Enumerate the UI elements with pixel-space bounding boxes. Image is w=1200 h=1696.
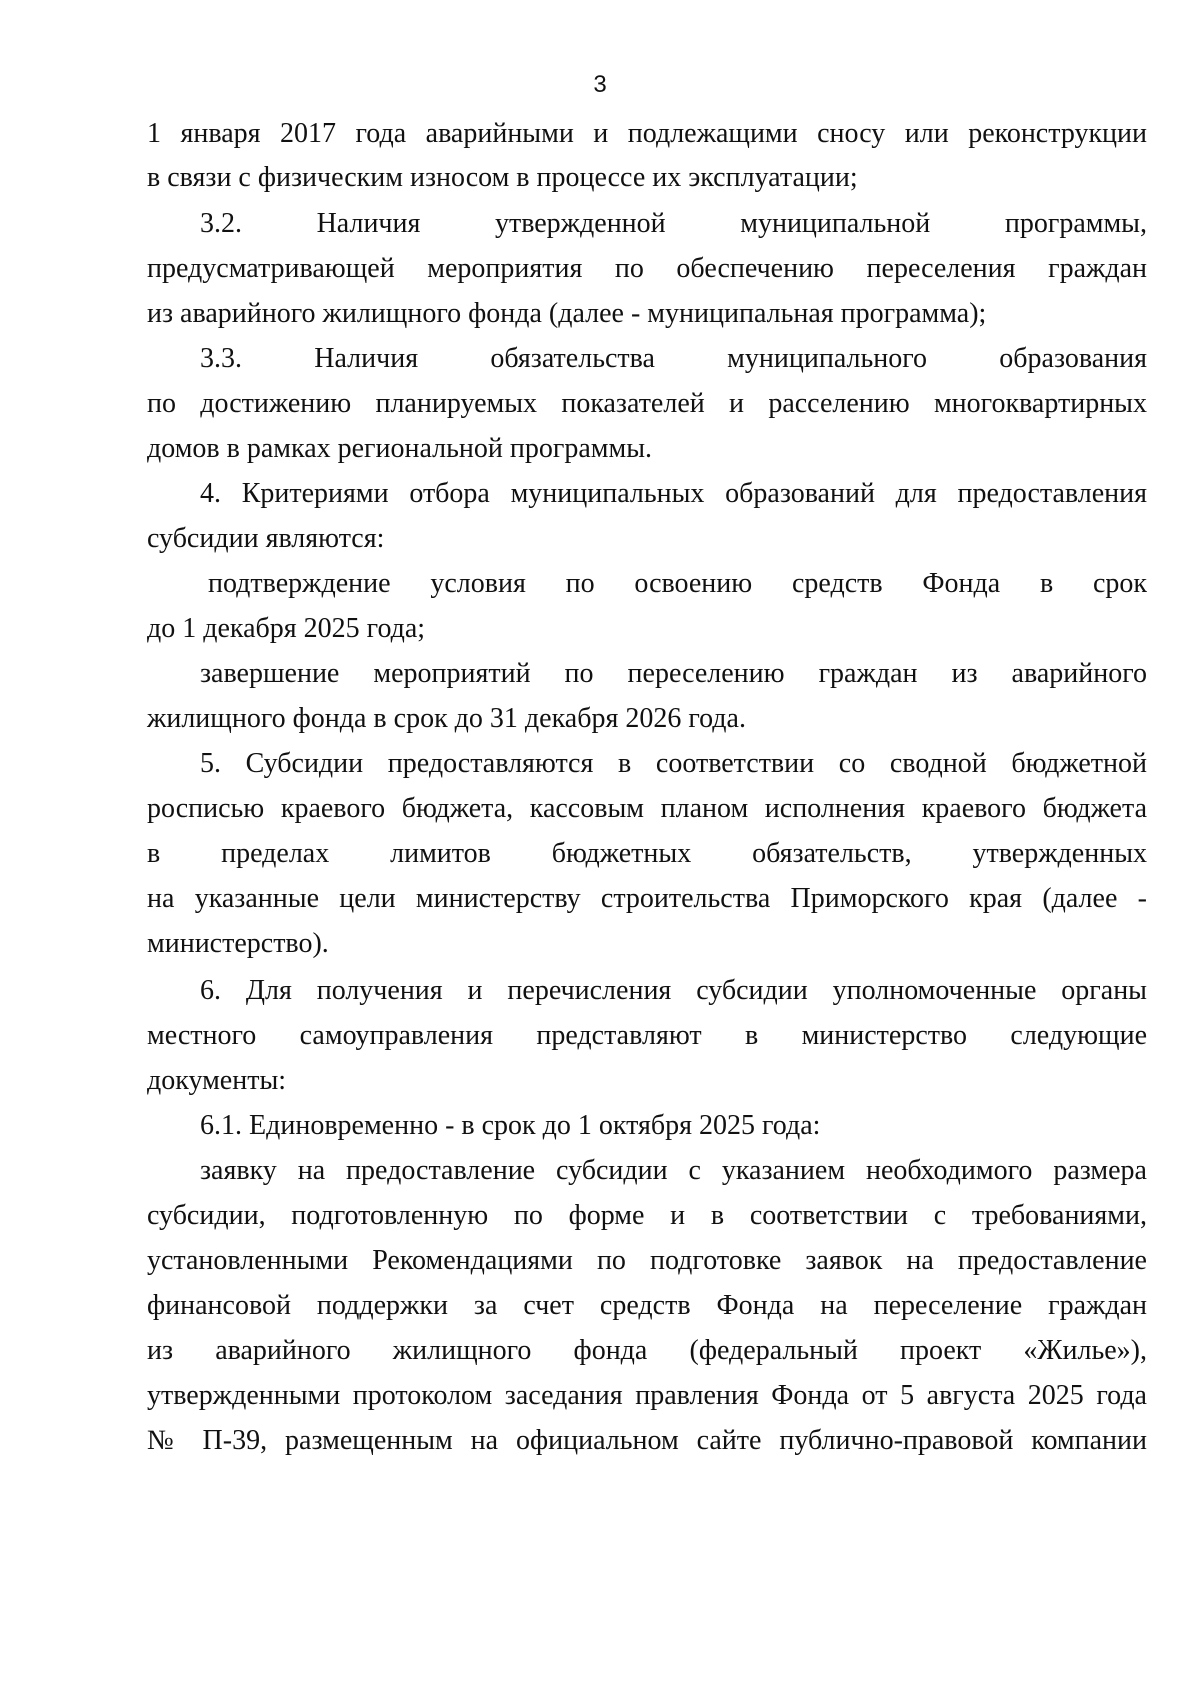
text-line: 3.2. Наличия утвержденной муниципальной программы, — [200, 208, 1147, 239]
text-line: министерство). — [147, 928, 329, 959]
text-line: из аварийного жилищного фонда (далее - муниципальная программа); — [147, 298, 987, 329]
text-line: подтверждение условия по освоению средств Фонда в срок — [208, 568, 1147, 599]
text-line: 5. Субсидии предоставляются в соответствии со сводной бюджетной — [200, 748, 1147, 779]
text-line: финансовой поддержки за счет средств Фонда на переселение граждан — [147, 1290, 1147, 1321]
text-line: 6.1. Единовременно - в срок до 1 октября 2025 года: — [200, 1110, 821, 1141]
text-line: 3.3. Наличия обязательства муниципального образования — [200, 343, 1147, 374]
text-line: 4. Критериями отбора муниципальных образований для предоставления — [200, 478, 1147, 509]
text-line: завершение мероприятий по переселению граждан из аварийного — [200, 658, 1147, 689]
text-line: росписью краевого бюджета, кассовым планом исполнения краевого бюджета — [147, 793, 1147, 824]
text-line: 6. Для получения и перечисления субсидии уполномоченные органы — [200, 975, 1147, 1006]
page-number: 3 — [593, 71, 607, 98]
text-line: субсидии являются: — [147, 523, 385, 554]
text-line: в связи с физическим износом в процессе их эксплуатации; — [147, 162, 858, 193]
text-line: установленными Рекомендациями по подготовке заявок на предоставление — [147, 1245, 1147, 1276]
text-line: местного самоуправления представляют в министерство следующие — [147, 1020, 1147, 1051]
text-line: до 1 декабря 2025 года; — [147, 613, 426, 644]
text-line: домов в рамках региональной программы. — [147, 433, 653, 464]
text-line: № П-39, размещенным на официальном сайте публично-правовой компании — [147, 1425, 1147, 1456]
text-line: предусматривающей мероприятия по обеспечению переселения граждан — [147, 253, 1147, 284]
text-line: из аварийного жилищного фонда (федеральный проект «Жилье»), — [147, 1335, 1147, 1366]
text-line: утвержденными протоколом заседания правления Фонда от 5 августа 2025 года — [147, 1380, 1147, 1411]
text-line: в пределах лимитов бюджетных обязательств, утвержденных — [147, 838, 1147, 869]
text-line: на указанные цели министерству строительства Приморского края (далее - — [147, 883, 1147, 914]
text-line: жилищного фонда в срок до 31 декабря 2026 года. — [147, 703, 746, 734]
text-line: документы: — [147, 1065, 287, 1096]
text-line: субсидии, подготовленную по форме и в соответствии с требованиями, — [147, 1200, 1147, 1231]
text-line: по достижению планируемых показателей и расселению многоквартирных — [147, 388, 1147, 419]
text-line: 1 января 2017 года аварийными и подлежащими сносу или реконструкции — [147, 118, 1147, 149]
text-line: заявку на предоставление субсидии с указанием необходимого размера — [200, 1155, 1147, 1186]
